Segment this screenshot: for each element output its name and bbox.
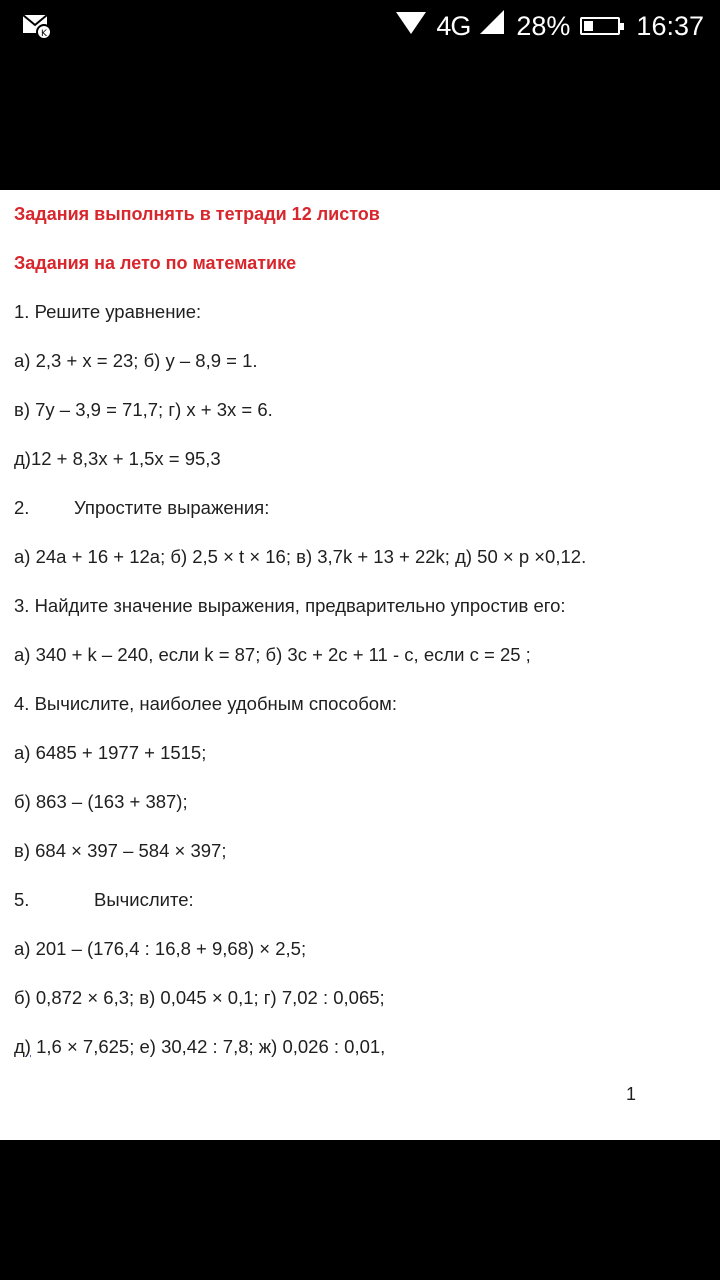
task1-title: 1. Решите уравнение: xyxy=(14,301,202,322)
status-bar xyxy=(0,0,720,52)
task4-line-b: б) 863 – (163 + 387); xyxy=(14,791,188,812)
task5-line-c xyxy=(14,1035,710,1059)
document-page xyxy=(0,190,720,1140)
task5-line-b: б) 0,872 × 6,3; в) 0,045 × 0,1; г) 7,02 : 0,065; xyxy=(14,987,385,1008)
svg-text:K: K xyxy=(41,29,47,39)
battery-percent: 28% xyxy=(516,10,571,41)
task2-title: Упростите выражения: xyxy=(74,497,270,518)
header-line-1: Задания выполнять в тетради 12 листов xyxy=(14,204,380,224)
task4-title: 4. Вычислите, наиболее удобным способом: xyxy=(14,693,397,714)
task1-line-b: в) 7у – 3,9 = 71,7; г) х + 3х = 6. xyxy=(14,399,273,420)
task2-line-a: а) 24а + 16 + 12а; б) 2,5 × t × 16; в) 3,7k + 13 + 22k; д) 50 × р ×0,12. xyxy=(14,546,587,567)
battery-icon xyxy=(580,17,620,35)
header-line-2: Задания на лето по математике xyxy=(14,253,297,273)
mail-icon xyxy=(22,12,52,40)
signal-icon xyxy=(480,10,506,43)
task4-line-c: в) 684 × 397 – 584 × 397; xyxy=(14,840,227,861)
task3-line-a: а) 340 + k – 240, если k = 87; б) 3с + 2с + 11 - с, если с = 25 ; xyxy=(14,644,531,665)
task3-title: 3. Найдите значение выражения, предварительно упростив его: xyxy=(14,595,566,616)
page-number: 1 xyxy=(626,1084,637,1104)
task2-number: 2. xyxy=(14,497,30,518)
task5-title: Вычислите: xyxy=(94,889,194,910)
task1-line-c: д)12 + 8,3х + 1,5х = 95,3 xyxy=(14,448,221,469)
task5-line-a: а) 201 – (176,4 : 16,8 + 9,68) × 2,5; xyxy=(14,938,307,959)
task5-line-c-text: 1,6 × 7,625; е) 30,42 : 7,8; ж) 0,026 : 0,01, xyxy=(30,1036,386,1057)
task1-line-a: а) 2,3 + х = 23; б) у – 8,9 = 1. xyxy=(14,350,258,371)
task4-line-a: а) 6485 + 1977 + 1515; xyxy=(14,742,207,763)
clock: 16:37 xyxy=(636,10,704,41)
wifi-icon xyxy=(396,10,426,43)
task2-heading xyxy=(14,496,710,520)
status-icons xyxy=(396,8,704,44)
network-type: 4G xyxy=(436,10,471,41)
task5-line-c-prefix: д) xyxy=(14,1036,31,1057)
task5-heading xyxy=(14,888,710,912)
task5-number: 5. xyxy=(14,889,30,910)
